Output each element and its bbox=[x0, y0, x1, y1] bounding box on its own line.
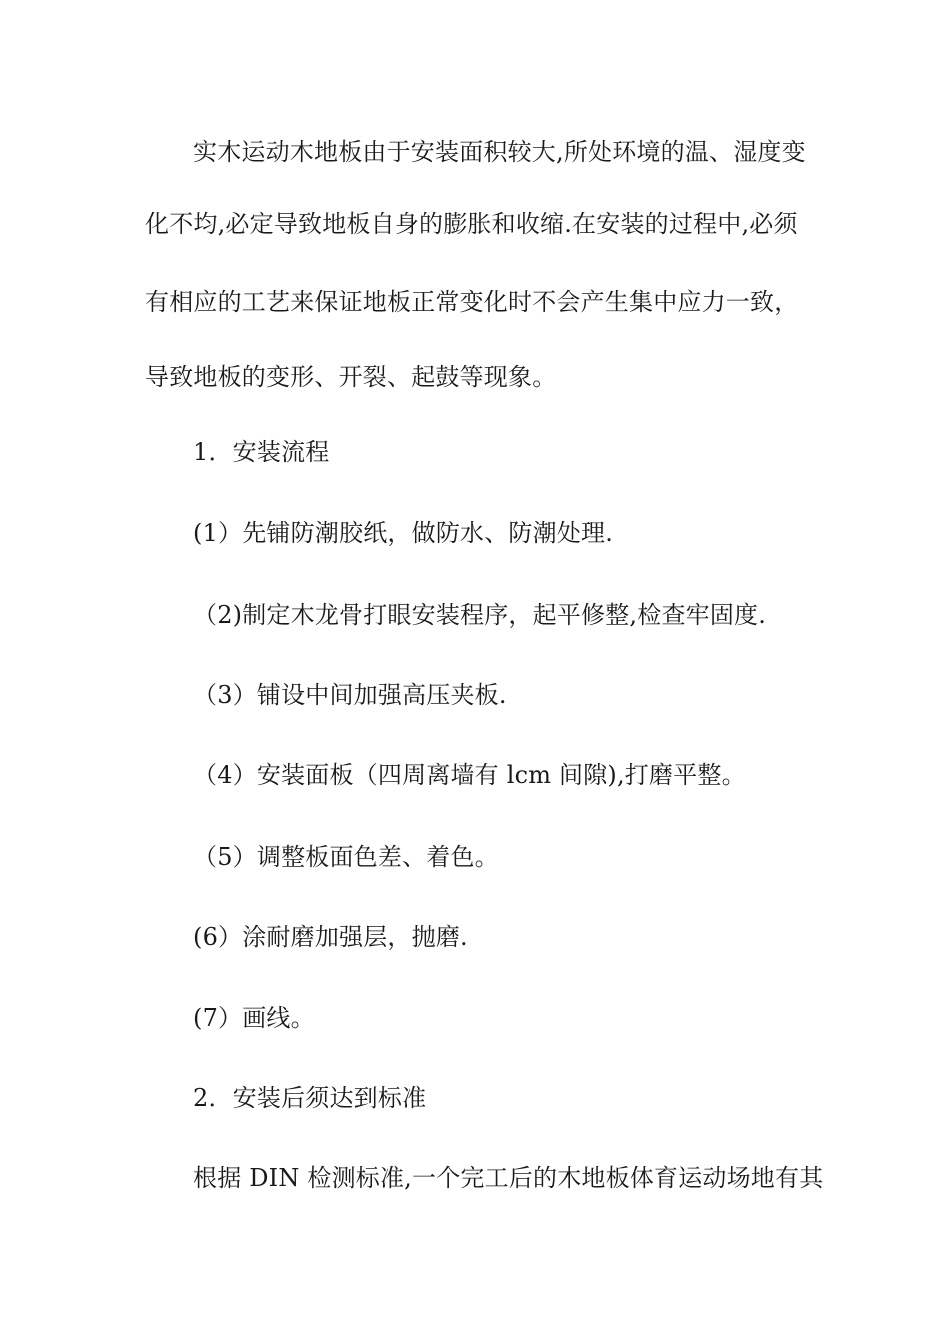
paragraph-line-4: 导致地板的变形、开裂、起鼓等现象。 bbox=[145, 363, 557, 391]
standards-paragraph-line-1: 根据 DIN 检测标准,一个完工后的木地板体育运动场地有其 bbox=[193, 1164, 824, 1192]
paragraph-line-3: 有相应的工艺来保证地板正常变化时不会产生集中应力一致， bbox=[145, 288, 799, 316]
step-item-3: （3）铺设中间加强高压夹板. bbox=[193, 681, 507, 709]
step-item-6: (6）涂耐磨加强层，抛磨. bbox=[193, 923, 468, 951]
step-item-7: (7）画线。 bbox=[193, 1004, 315, 1032]
section-heading-standards: 2．安装后须达到标准 bbox=[193, 1084, 427, 1112]
paragraph-line-2: 化不均,必定导致地板自身的膨胀和收缩.在安装的过程中,必须 bbox=[145, 210, 798, 238]
section-heading-install-process: 1．安装流程 bbox=[193, 438, 330, 466]
step-item-5: （5）调整板面色差、着色。 bbox=[193, 843, 499, 871]
step-item-1: (1）先铺防潮胶纸，做防水、防潮处理. bbox=[193, 519, 614, 547]
step-item-2: （2)制定木龙骨打眼安装程序，起平修整,检查牢固度. bbox=[193, 601, 767, 629]
step-item-4: （4）安装面板（四周离墙有 lcm 间隙),打磨平整。 bbox=[193, 761, 746, 789]
paragraph-line-1: 实木运动木地板由于安装面积较大,所处环境的温、湿度变 bbox=[193, 138, 806, 166]
